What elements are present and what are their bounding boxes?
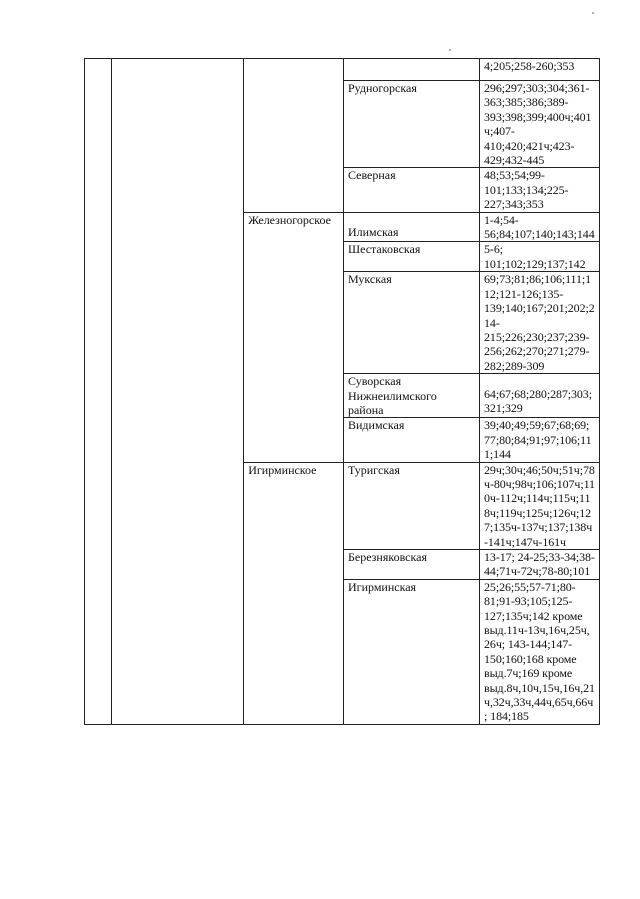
quarters-cell: 69;73;81;86;106;111;112;121-126;135-139;140;167;201;202;214-215;226;230;237;239-256;262;270;271;279-282;289-309 <box>480 272 600 374</box>
forest-cell: Березняковская <box>343 550 479 580</box>
quarters-cell: 5-6; 101;102;129;137;142 <box>480 242 600 272</box>
forest-cell: Шестаковская <box>343 242 479 272</box>
forest-cell: Мукская <box>343 272 479 374</box>
quarters-cell: 29ч;30ч;46;50ч;51ч;78ч-80ч;98ч;106;107ч;110ч-112ч;114ч;115ч;118ч;119ч;125ч;126ч;127;135ч-137ч;137;138ч-141ч;147ч-161ч <box>480 462 600 549</box>
district-cell: Железногорское <box>244 212 344 462</box>
quarters-cell: 39;40;49;59;67;68;69;77;80;84;91;97;106;111;144 <box>480 418 600 462</box>
scan-speck <box>449 49 451 51</box>
forest-quarters-table <box>84 58 600 725</box>
district-cell: Игирминское <box>244 462 344 724</box>
forest-cell <box>343 59 479 81</box>
forest-cell: Игирминская <box>343 579 479 724</box>
scan-speck <box>592 12 594 14</box>
forest-cell: Суворская Нижнеилимского района <box>343 374 479 418</box>
table-row <box>85 59 600 81</box>
quarters-cell: 296;297;303;304;361-363;385;386;389-393;398;399;400ч;401ч;407-410;420;421ч;423-429;432-445 <box>480 81 600 168</box>
quarters-cell: 4;205;258-260;353 <box>480 59 600 81</box>
blank-column-2 <box>112 59 244 725</box>
forest-cell: Рудногорская <box>343 81 479 168</box>
blank-column-1 <box>85 59 112 725</box>
quarters-cell: 25;26;55;57-71;80-81;91-93;105;125-127;135ч;142 кроме выд.11ч-13ч,16ч,25ч,26ч; 143-144;147-150;160;168 кроме выд.7ч;169 кроме выд.8ч,10ч,15ч,16ч,21ч,32ч,33ч,44ч,65ч,66ч; 184;185 <box>480 579 600 724</box>
quarters-cell: 48;53;54;99-101;133;134;225-227;343;353 <box>480 168 600 212</box>
quarters-cell: 64;67;68;280;287;303;321;329 <box>480 374 600 418</box>
forest-cell: Северная <box>343 168 479 212</box>
forest-cell: Видимская <box>343 418 479 462</box>
district-cell <box>244 59 344 213</box>
forest-cell: Илимская <box>343 212 479 242</box>
quarters-cell: 13-17; 24-25;33-34;38-44;71ч-72ч;78-80;101 <box>480 550 600 580</box>
forest-cell: Туригская <box>343 462 479 549</box>
quarters-cell: 1-4;54-56;84;107;140;143;144 <box>480 212 600 242</box>
